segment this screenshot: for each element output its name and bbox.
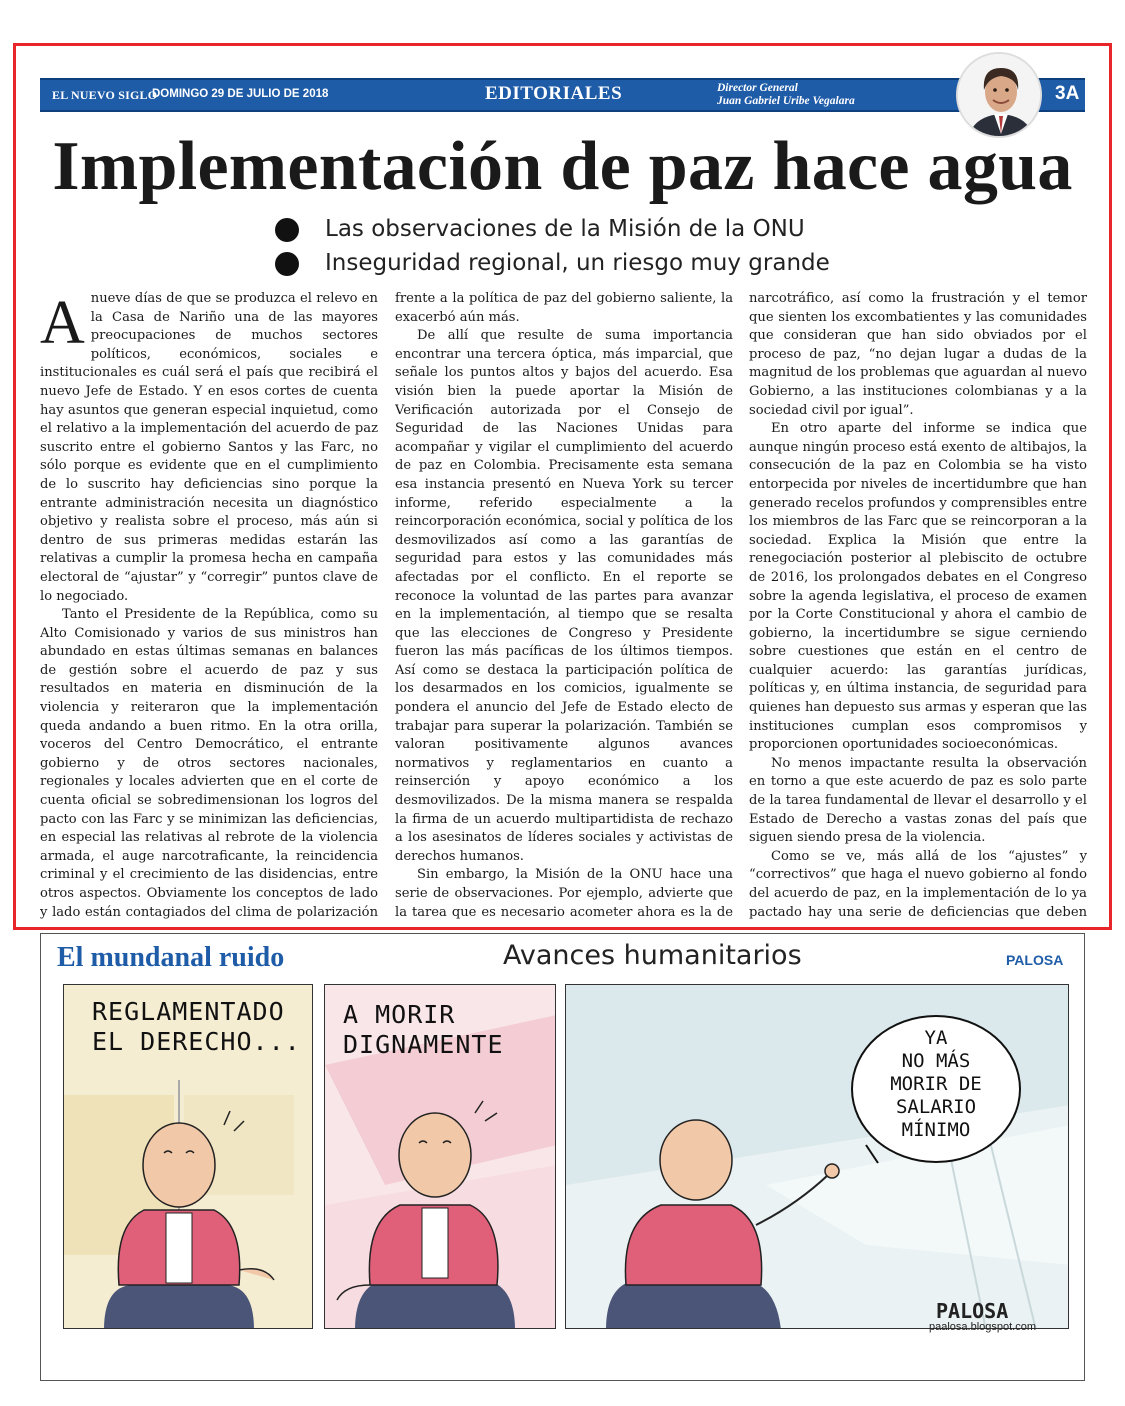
artist-signature: PALOSA	[936, 1299, 1009, 1323]
bubble-line: MORIR DE	[890, 1073, 982, 1095]
cartoon-panel-2	[324, 984, 556, 1329]
bullet-text: Las observaciones de la Misión de la ONU	[325, 216, 805, 242]
issue-date: DOMINGO 29 DE JULIO DE 2018	[152, 88, 329, 100]
bullet-dot-icon	[275, 252, 299, 276]
cartoon-panel-1	[63, 984, 313, 1329]
publication-name: EL NUEVO SIGLO	[52, 88, 158, 102]
director-portrait-icon	[958, 54, 1042, 138]
cartoon-strip-title: Avances humanitarios	[503, 940, 802, 971]
article-column-1	[40, 290, 378, 922]
panel-2-caption	[343, 1000, 504, 1060]
headline-bullet	[275, 247, 830, 281]
bullet-dot-icon	[275, 218, 299, 242]
caption-line: A MORIR	[343, 1000, 456, 1029]
article-paragraph: narcotráfico, así como la frustración y el temor que sienten los excombatientes y las comunidades que consideran que han sido obviados por el proceso de paz, “no dejan lugar a dudas de la magnitud de los problemas que aguardan al nuevo Gobierno, a las instituciones colombianas y a la sociedad civil por igual”.	[749, 291, 1087, 418]
bubble-line: MÍNIMO	[901, 1119, 971, 1141]
page-header-bar	[40, 78, 1085, 112]
paragraph-text: nueve días de que se produzca el relevo en la Casa de Nariño una de las mayores preocupaciones de muchos sectores políticos, económicos, sociales e institucionales es cuál será el país que recibirá el nuevo Jefe de Estado. Y en esos cortes de cuenta hay asuntos que generan especial inquietud, como el relativo a la implementación del acuerdo de paz suscrito entre el gobierno Santos y las Farc, no sólo porque es evidente que en el cumplimiento de lo suscrito hay deficiencias sino porque la entrante administración necesita un diagnóstico objetivo y realista sobre el proceso, más aún si dentro de sus primeras medidas estarán las relativas a cumplir la promesa hecha en campaña electoral de “ajustar” y “corregir” puntos clave de lo negociado.	[40, 291, 378, 604]
cartoon-brand: PALOSA	[1006, 952, 1064, 968]
caption-line: DIGNAMENTE	[343, 1030, 504, 1059]
director-name: Juan Gabriel Uribe Vegalara	[717, 95, 855, 107]
article-paragraph	[40, 290, 378, 606]
artist-blog: paalosa.blogspot.com	[929, 1321, 1037, 1333]
article-paragraph: Sin embargo, la Misión de la ONU hace una serie de observaciones. Por ejemplo, advierte que la tarea que es necesario acometer ahora es la de	[395, 867, 733, 920]
cartoon-strip	[40, 933, 1085, 1381]
headline-bullet	[275, 213, 830, 247]
speech-bubble-text	[861, 1027, 1011, 1142]
bubble-line: SALARIO	[895, 1096, 977, 1118]
article-paragraph: Como se ve, más allá de los “ajustes” y “correctivos” que haga el nuevo gobierno al fondo del acuerdo de paz, en la implementación de lo ya pactado hay una serie de deficiencias que deben	[749, 848, 1087, 920]
bubble-line: YA	[924, 1027, 948, 1049]
bullet-text: Inseguridad regional, un riesgo muy grande	[325, 250, 830, 276]
caption-line: REGLAMENTADO	[92, 997, 285, 1026]
article-paragraph: En otro aparte del informe se indica que aunque ningún proceso está exento de altibajos, la consecución de la paz en Colombia se ha visto entorpecida por niveles de incertidumbre que han generado recelos profundos y comprensibles entre los miembros de las Farc que se reincorporan a la sociedad. Explica la Misión que entre la renegociación posterior al plebiscito de octubre de 2016, los prolongados debates en el Congreso sobre la agenda legislativa, el proceso de examen por la Corte Constitucional y ahora el cambio de gobierno, la incertidumbre se sigue cerniendo sobre cuestiones que están en el centro de cualquier acuerdo: las garantías jurídicas, políticas y, en última instancia, de seguridad para quienes han depuesto sus armas y esperan que las instituciones cumplan esos compromisos y proporcionen oportunidades socioeconómicas.	[749, 421, 1087, 753]
article-paragraph: No menos impactante resulta la observación en torno a que este acuerdo de paz es solo parte de la tarea fundamental de llevar el desarrollo y el Estado de Derecho a vastas zonas del país que siguen siendo presa de la violencia.	[749, 755, 1087, 846]
director-photo	[956, 52, 1042, 138]
panel-1-caption	[92, 997, 301, 1057]
director-title: Director General	[717, 82, 798, 94]
article-paragraph: Tanto el Presidente de la República, como su Alto Comisionado y varios de sus ministros han abundado en estas últimas semanas en balances de gestión sobre el acuerdo de paz y sus resultados en materia en disminución de la violencia y reiteraron que la implementación queda andando a buen ritmo. En la otra orilla, voceros del Centro Democrático, el entrante gobierno y de otros sectores nacionales, regionales y locales advierten que en el corte de cuenta oficial se sobredimensionan los logros del pacto con las Farc y se minimizan las deficiencias, en especial las relativas al rebrote de la violencia armada, el auge narcotraficante, la reincidencia criminal y el crecimiento de las disidencias, entre otros aspectos. Obviamente los conceptos de lado y lado están contagiados del clima de polarización	[40, 607, 378, 920]
director-credit	[717, 82, 855, 108]
drop-cap: A	[40, 290, 85, 357]
article-paragraph: frente a la política de paz del gobierno saliente, la exacerbó aún más.	[395, 291, 733, 325]
caption-line: EL DERECHO...	[92, 1027, 301, 1056]
page-number: 3A	[1055, 83, 1080, 104]
section-title: EDITORIALES	[485, 83, 623, 104]
headline-bullets	[275, 213, 830, 281]
cartoon-panel-3	[565, 984, 1069, 1329]
article-column-3	[749, 290, 1087, 922]
cartoon-series-title: El mundanal ruido	[57, 942, 285, 973]
article-headline: Implementación de paz hace agua	[52, 128, 1073, 205]
bubble-line: NO MÁS	[901, 1050, 971, 1072]
article-column-2	[395, 290, 733, 922]
article-paragraph: De allí que resulte de suma importancia encontrar una tercera óptica, más imparcial, que señale los puntos altos y bajos del acuerdo. Esa visión bien la puede aportar la Misión de Verificación autorizada por el Consejo de Seguridad de las Naciones Unidas para acompañar y vigilar el cumplimiento del acuerdo de paz en Colombia. Precisamente esta semana esa instancia presentó en Nueva York su tercer informe, referido especialmente a la reincorporación económica, social y política de los desmovilizados así como a las garantías de seguridad para estos y las comunidades más afectadas por el conflicto. En el reporte se reconoce la voluntad de las partes para avanzar en la implementación, al tiempo que se resalta que las elecciones de Congreso y Presidente fueron las más pacíficas de los últimos tiempos. Así como se destaca la participación política de los desarmados en los comicios, igualmente se pondera el anuncio del Jefe de Estado electo de trabajar para superar la polarización. También se valoran positivamente algunos avances normativos y reglamentarios en cuanto a reinserción y apoyo económico a los desmovilizados. De la misma manera se respalda la firma de un acuerdo multipartidista de rechazo a los asesinatos de líderes sociales y activistas de derechos humanos.	[395, 328, 733, 864]
